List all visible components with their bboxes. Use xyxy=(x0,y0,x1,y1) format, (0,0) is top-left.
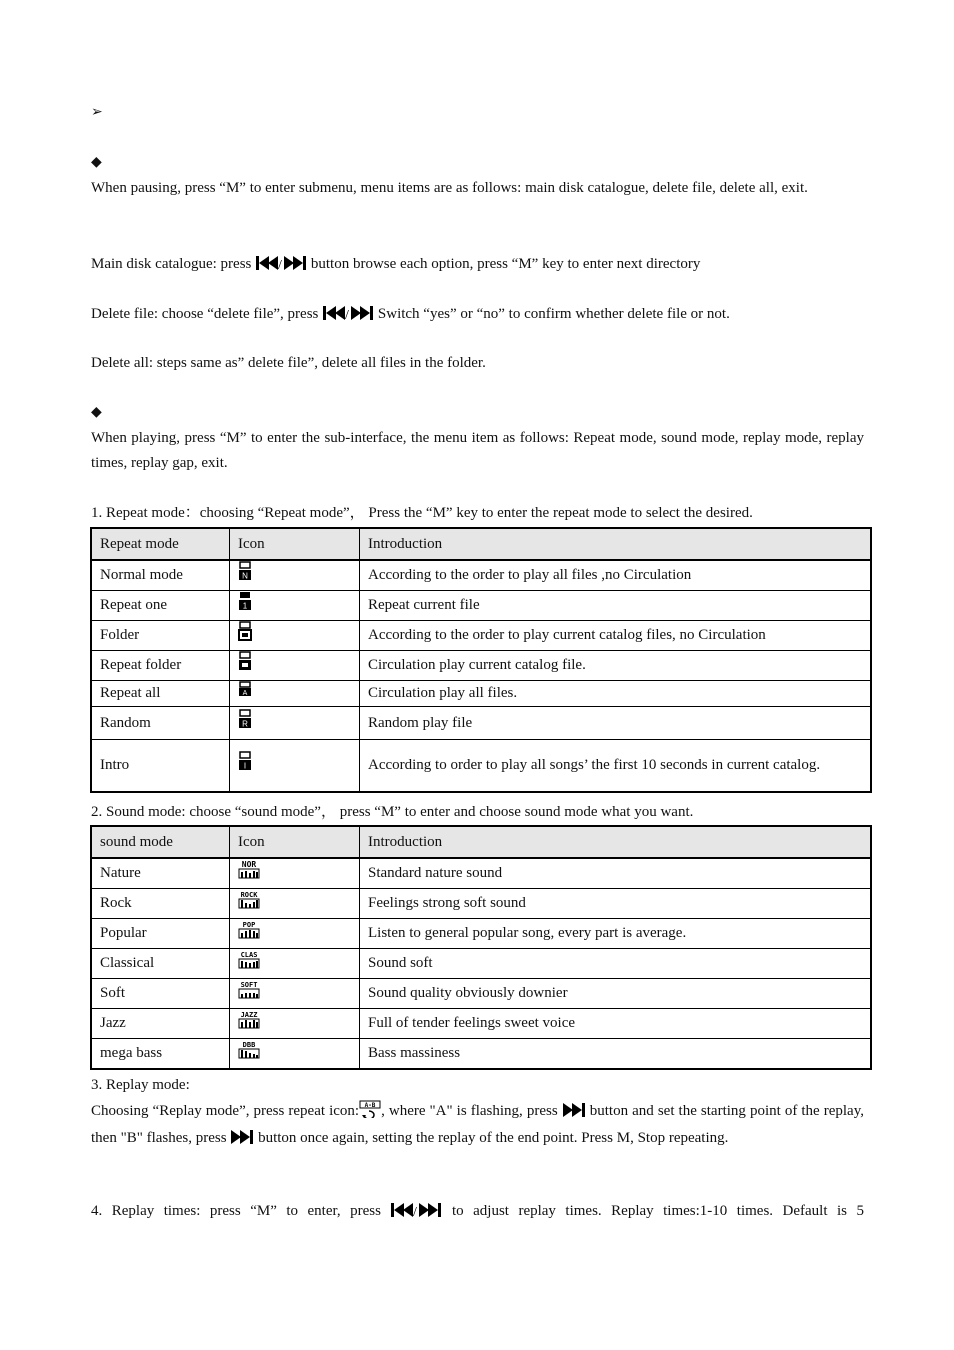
svg-text:POP: POP xyxy=(242,921,256,929)
svg-text:N: N xyxy=(242,571,248,581)
mode-cell: Repeat one xyxy=(91,591,230,621)
intro-cell: Full of tender feelings sweet voice xyxy=(360,1009,872,1039)
mode-cell: Normal mode xyxy=(91,560,230,591)
pop-eq-icon xyxy=(230,919,360,949)
main-disk-text: Main disk catalogue: press xyxy=(91,256,252,272)
replay-mode-heading: 3. Replay mode: xyxy=(91,1077,190,1093)
intro-cell: Feelings strong soft sound xyxy=(360,889,872,919)
playing-menu-paragraph: When playing, press “M” to enter the sub-interface, the menu item as follows: Repeat mode, sound mode, replay mode, replay times, replay gap, exit. xyxy=(91,430,864,471)
delete-file-text-2: Switch “yes” or “no” to confirm whether delete file or not. xyxy=(377,306,730,322)
intro-cell: According to the order to play current catalog files, no Circulation xyxy=(360,621,872,651)
table-row xyxy=(91,919,871,949)
repeat-all-icon xyxy=(230,681,360,707)
table-header-row xyxy=(91,826,871,858)
table-row xyxy=(91,889,871,919)
folder-icon xyxy=(230,621,360,651)
intro-cell: Sound soft xyxy=(360,949,872,979)
main-disk-text-2: button browse each option, press “M” key to enter next directory xyxy=(310,256,701,272)
intro-icon xyxy=(230,740,360,792)
mode-cell: Classical xyxy=(91,949,230,979)
mode-cell: Soft xyxy=(91,979,230,1009)
prev-next-icon xyxy=(255,255,307,280)
intro-cell: Circulation play all files. xyxy=(360,681,872,707)
col-header: sound mode xyxy=(91,826,230,858)
svg-text:A: A xyxy=(242,690,248,697)
mode-cell: Intro xyxy=(91,740,230,792)
svg-text:1: 1 xyxy=(242,601,248,611)
table-row xyxy=(91,651,871,681)
main-disk-paragraph xyxy=(91,252,864,280)
intro-cell: Listen to general popular song, every part is average. xyxy=(360,919,872,949)
mode-cell: mega bass xyxy=(91,1039,230,1070)
mode-cell: Repeat all xyxy=(91,681,230,707)
repeat-mode-table xyxy=(90,527,872,793)
jazz-eq-icon xyxy=(230,1009,360,1039)
col-header: Introduction xyxy=(360,826,872,858)
replay-text-2: , where "A" is flashing, press xyxy=(381,1103,558,1119)
mode-cell: Random xyxy=(91,707,230,740)
svg-text:A-B: A-B xyxy=(364,1102,376,1109)
intro-cell: Bass massiness xyxy=(360,1039,872,1070)
svg-text:SOFT: SOFT xyxy=(240,981,258,989)
intro-cell: According to the order to play all files ,no Circulation xyxy=(360,560,872,591)
table-row xyxy=(91,858,871,889)
svg-text:ROCK: ROCK xyxy=(240,891,258,899)
table-row xyxy=(91,979,871,1009)
replay-times-text: 4. Replay times: press “M” to enter, press xyxy=(91,1203,381,1219)
mode-cell: Rock xyxy=(91,889,230,919)
svg-text:R: R xyxy=(242,719,248,728)
col-header: Introduction xyxy=(360,528,872,560)
soft-eq-icon xyxy=(230,979,360,1009)
replay-text-1: Choosing “Replay mode”, press repeat icon: xyxy=(91,1103,360,1119)
delete-file-text: Delete file: choose “delete file”, press xyxy=(91,306,319,322)
replay-text-4: button once again, setting the replay of the end point. Press M, Stop repeating. xyxy=(258,1130,729,1146)
prev-next-icon xyxy=(322,305,374,330)
table-header-row xyxy=(91,528,871,560)
col-header: Repeat mode xyxy=(91,528,230,560)
dbb-eq-icon xyxy=(230,1039,360,1070)
delete-all-paragraph: Delete all: steps same as” delete file”, delete all files in the folder. xyxy=(91,355,486,371)
delete-file-paragraph xyxy=(91,302,864,330)
svg-text:NOR: NOR xyxy=(241,860,257,869)
diamond-bullet: ◆ xyxy=(91,405,102,420)
nature-eq-icon xyxy=(230,858,360,889)
intro-cell: Sound quality obviously downier xyxy=(360,979,872,1009)
svg-text:CLAS: CLAS xyxy=(240,951,258,959)
table-row xyxy=(91,740,871,792)
replay-text-3: button and set the starting point of the replay, then "B" flashes, press xyxy=(91,1103,864,1146)
random-icon xyxy=(230,707,360,740)
repeat-mode-heading: 1. Repeat mode：choosing “Repeat mode”， Press the “M” key to enter the repeat mode to select the desired. xyxy=(91,505,753,521)
mode-cell: Popular xyxy=(91,919,230,949)
next-icon xyxy=(230,1129,254,1153)
table-row xyxy=(91,1009,871,1039)
sound-mode-table xyxy=(90,825,872,1070)
replay-times-text-2: to adjust replay times. Replay times:1-10 times. Default is 5 xyxy=(451,1203,865,1219)
mode-cell: Folder xyxy=(91,621,230,651)
svg-text:/: / xyxy=(413,1205,418,1218)
col-header: Icon xyxy=(230,528,360,560)
repeat-folder-icon xyxy=(230,651,360,681)
arrow-bullet: ➢ xyxy=(91,105,103,120)
replay-times-paragraph xyxy=(91,1199,864,1227)
intro-cell: Repeat current file xyxy=(360,591,872,621)
repeat-one-icon xyxy=(230,591,360,621)
intro-cell: According to order to play all songs’ the first 10 seconds in current catalog. xyxy=(360,740,872,792)
table-row xyxy=(91,681,871,707)
table-row xyxy=(91,591,871,621)
intro-cell: Random play file xyxy=(360,707,872,740)
pause-menu-paragraph: When pausing, press “M” to enter submenu, menu items are as follows: main disk catalogue, delete file, delete all, exit. xyxy=(91,180,808,196)
intro-cell: Circulation play current catalog file. xyxy=(360,651,872,681)
mode-cell: Repeat folder xyxy=(91,651,230,681)
table-row xyxy=(91,1039,871,1070)
ab-repeat-icon xyxy=(359,1100,381,1126)
svg-text:JAZZ: JAZZ xyxy=(240,1011,258,1019)
rock-eq-icon xyxy=(230,889,360,919)
svg-text:I: I xyxy=(243,761,247,771)
table-row xyxy=(91,621,871,651)
mode-cell: Nature xyxy=(91,858,230,889)
table-row xyxy=(91,707,871,740)
intro-cell: Standard nature sound xyxy=(360,858,872,889)
replay-mode-paragraph xyxy=(91,1099,864,1153)
normal-mode-icon xyxy=(230,560,360,591)
svg-text:DBB: DBB xyxy=(242,1041,256,1049)
table-row xyxy=(91,949,871,979)
col-header: Icon xyxy=(230,826,360,858)
diamond-bullet: ◆ xyxy=(91,155,102,170)
classical-eq-icon xyxy=(230,949,360,979)
svg-text:/: / xyxy=(278,258,283,271)
mode-cell: Jazz xyxy=(91,1009,230,1039)
table-row xyxy=(91,560,871,591)
svg-text:/: / xyxy=(345,308,350,321)
prev-next-icon xyxy=(390,1202,442,1227)
sound-mode-heading: 2. Sound mode: choose “sound mode”， press “M” to enter and choose sound mode what you want. xyxy=(91,804,694,820)
next-icon xyxy=(562,1102,586,1126)
